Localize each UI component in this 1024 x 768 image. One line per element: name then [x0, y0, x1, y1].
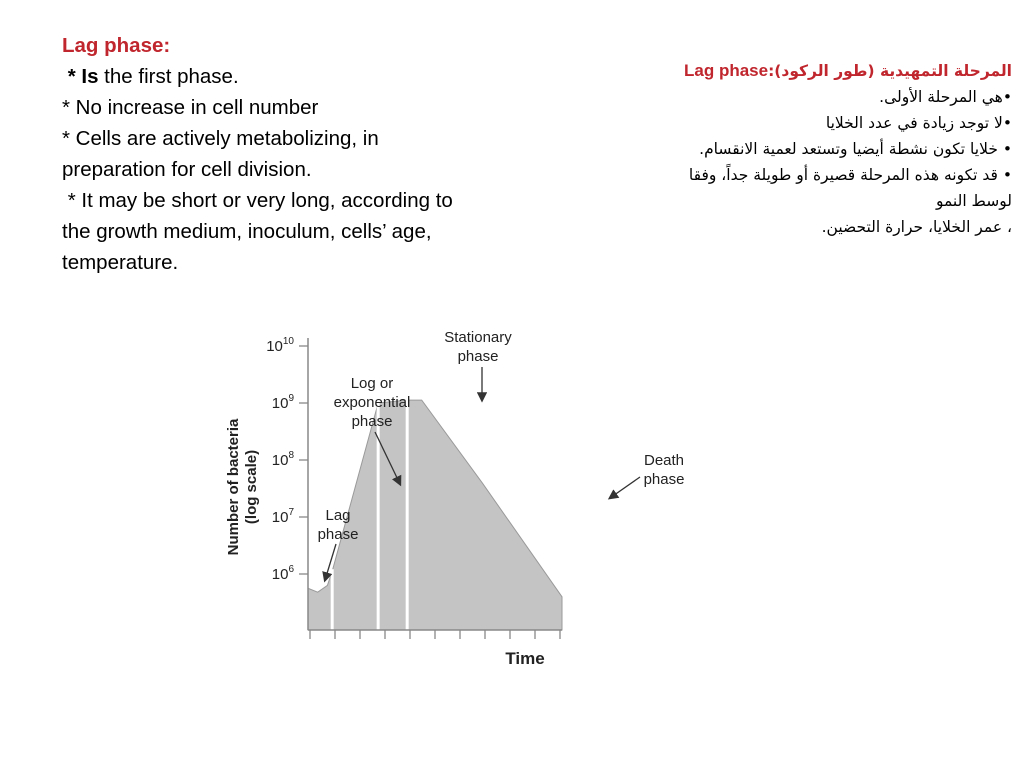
arabic-title-ar: المرحلة التمهيدية (طور الركود):	[768, 62, 1012, 80]
growth-curve-chart	[210, 312, 685, 682]
lag-label-line-2: phase	[317, 526, 359, 543]
death-label-line-2: phase	[643, 471, 685, 488]
point-no-increase: * No increase in cell number	[62, 96, 319, 119]
log-label-line-3: phase	[351, 413, 393, 430]
english-notes	[62, 30, 532, 278]
arabic-title-en: Lag phase	[684, 61, 769, 80]
arabic-point-3: • خلايا تكون نشطة أيضيا وتستعد لعمية الانقسام.	[699, 140, 1012, 158]
arabic-point-4-cont: لوسط النمو	[935, 192, 1012, 210]
arabic-point-4-end: ، عمر الخلايا، حرارة التحضين.	[821, 218, 1012, 236]
point-duration: * It may be short or very long, according to	[62, 189, 453, 212]
point-duration-end: temperature.	[62, 251, 179, 274]
y-tick-label-2: $10^7$	[271, 507, 294, 526]
point-metabolizing: * Cells are actively metabolizing, in	[62, 127, 379, 150]
point-duration-cont: the growth medium, inoculum, cells’ age,	[62, 220, 432, 243]
arabic-point-1: •هي المرحلة الأولى.	[879, 88, 1012, 106]
y-tick-label-5: $10^{10}$	[266, 336, 294, 355]
lag-label-line-1: Lag	[325, 507, 351, 524]
lag-phase-title: Lag phase:	[62, 34, 171, 57]
arabic-point-4: • قد تكونه هذه المرحلة قصيرة أو طويلة جداً، وفقا	[688, 166, 1012, 184]
point-bold-word: Is	[81, 65, 99, 88]
point-prefix: *	[62, 65, 82, 88]
arabic-notes	[592, 58, 1012, 240]
point-metabolizing-cont: preparation for cell division.	[62, 158, 312, 181]
point-rest: the first phase.	[98, 65, 239, 88]
death-label-line-1: Death	[643, 452, 685, 469]
log-label-line-1: Log or	[350, 375, 394, 392]
y-tick-label-1: $10^6$	[271, 564, 294, 583]
x-axis-title: Time	[505, 649, 545, 668]
y-axis-title-line-1: Number of bacteria	[225, 418, 242, 556]
y-tick-label-4: $10^9$	[271, 393, 294, 412]
arabic-point-2: •لا توجد زيادة في عدد الخلايا	[825, 114, 1012, 132]
stationary-label-line-1: Stationary	[444, 329, 512, 346]
arabic-title	[592, 58, 1012, 84]
stationary-label-line-2: phase	[457, 348, 499, 365]
y-axis-title	[225, 418, 260, 555]
y-tick-label-3: $10^8$	[271, 450, 294, 469]
death-arrow	[610, 477, 640, 498]
y-axis-title-line-2: (log scale)	[243, 449, 260, 525]
point-first-phase	[62, 61, 532, 92]
stationary-phase-annotation	[444, 329, 512, 365]
log-label-line-2: exponential	[333, 394, 411, 411]
death-phase-annotation	[644, 452, 685, 488]
